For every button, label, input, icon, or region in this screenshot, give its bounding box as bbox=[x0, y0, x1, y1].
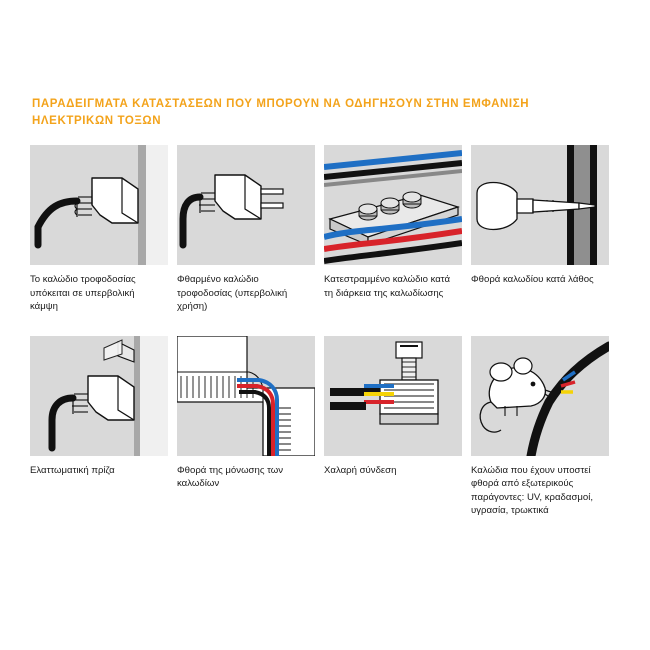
screw-terminal-icon bbox=[324, 336, 462, 456]
panel-defective-socket bbox=[30, 336, 168, 456]
grid-row-1 bbox=[30, 145, 620, 314]
cell-bent-power-cable bbox=[30, 145, 177, 314]
caption-loose-connection: Χαλαρή σύνδεση bbox=[324, 464, 397, 476]
cell-defective-socket bbox=[30, 336, 177, 518]
caption-accidental-cable-damage: Φθορά καλωδίου κατά λάθος bbox=[471, 274, 594, 285]
grid-row-2 bbox=[30, 336, 620, 518]
panel-insulation-wear bbox=[177, 336, 315, 456]
plug-worn-pins-icon bbox=[177, 145, 315, 265]
caption-damaged-during-wiring: Κατεστραμμένο καλώδιο κατά τη διάρκεια της καλωδίωσης bbox=[324, 274, 451, 299]
illustration-grid bbox=[30, 145, 620, 518]
panel-accidental-cable-damage bbox=[471, 145, 609, 265]
cable-duct-damaged-icon bbox=[324, 145, 462, 265]
corner-conduit-icon bbox=[177, 336, 315, 456]
panel-damaged-during-wiring bbox=[324, 145, 462, 265]
cell-insulation-wear bbox=[177, 336, 324, 518]
caption-defective-socket: Ελαττωματική πρίζα bbox=[30, 464, 115, 476]
cell-loose-connection bbox=[324, 336, 471, 518]
caption-worn-power-cable: Φθαρμένο καλώδιο τροφοδοσίας (υπερβολική χρήση) bbox=[177, 274, 288, 312]
mouse-chewing-cable-icon bbox=[471, 336, 609, 456]
caption-bent-power-cable: Το καλώδιο τροφοδοσίας υπόκειται σε υπερβολική κάμψη bbox=[30, 274, 136, 312]
caption-insulation-wear: Φθορά της μόνωσης των καλωδίων bbox=[177, 464, 284, 489]
drill-through-wall-icon bbox=[471, 145, 609, 265]
caption-external-factor-damage: Καλώδια που έχουν υποστεί φθορά από εξωτερικούς παράγοντες: UV, κραδασμοί, υγρασία, τρωκτικά bbox=[471, 464, 594, 516]
plug-bent-cable-icon bbox=[30, 145, 168, 265]
panel-loose-connection bbox=[324, 336, 462, 456]
page-title: ΠΑΡΑΔΕΙΓΜΑΤΑ ΚΑΤΑΣΤΑΣΕΩΝ ΠΟΥ ΜΠΟΡΟΥΝ ΝΑ ΟΔΗΓΗΣΟΥΝ ΣΤΗΝ ΕΜΦΑΝΙΣΗ ΗΛΕΚΤΡΙΚΩΝ ΤΟΞΩΝ bbox=[32, 98, 530, 127]
panel-worn-power-cable bbox=[177, 145, 315, 265]
panel-external-factor-damage bbox=[471, 336, 609, 456]
cell-worn-power-cable bbox=[177, 145, 324, 314]
panel-bent-power-cable bbox=[30, 145, 168, 265]
cell-damaged-during-wiring bbox=[324, 145, 471, 314]
cell-external-factor-damage bbox=[471, 336, 618, 518]
plug-defective-socket-icon bbox=[30, 336, 168, 456]
cell-accidental-cable-damage bbox=[471, 145, 618, 314]
